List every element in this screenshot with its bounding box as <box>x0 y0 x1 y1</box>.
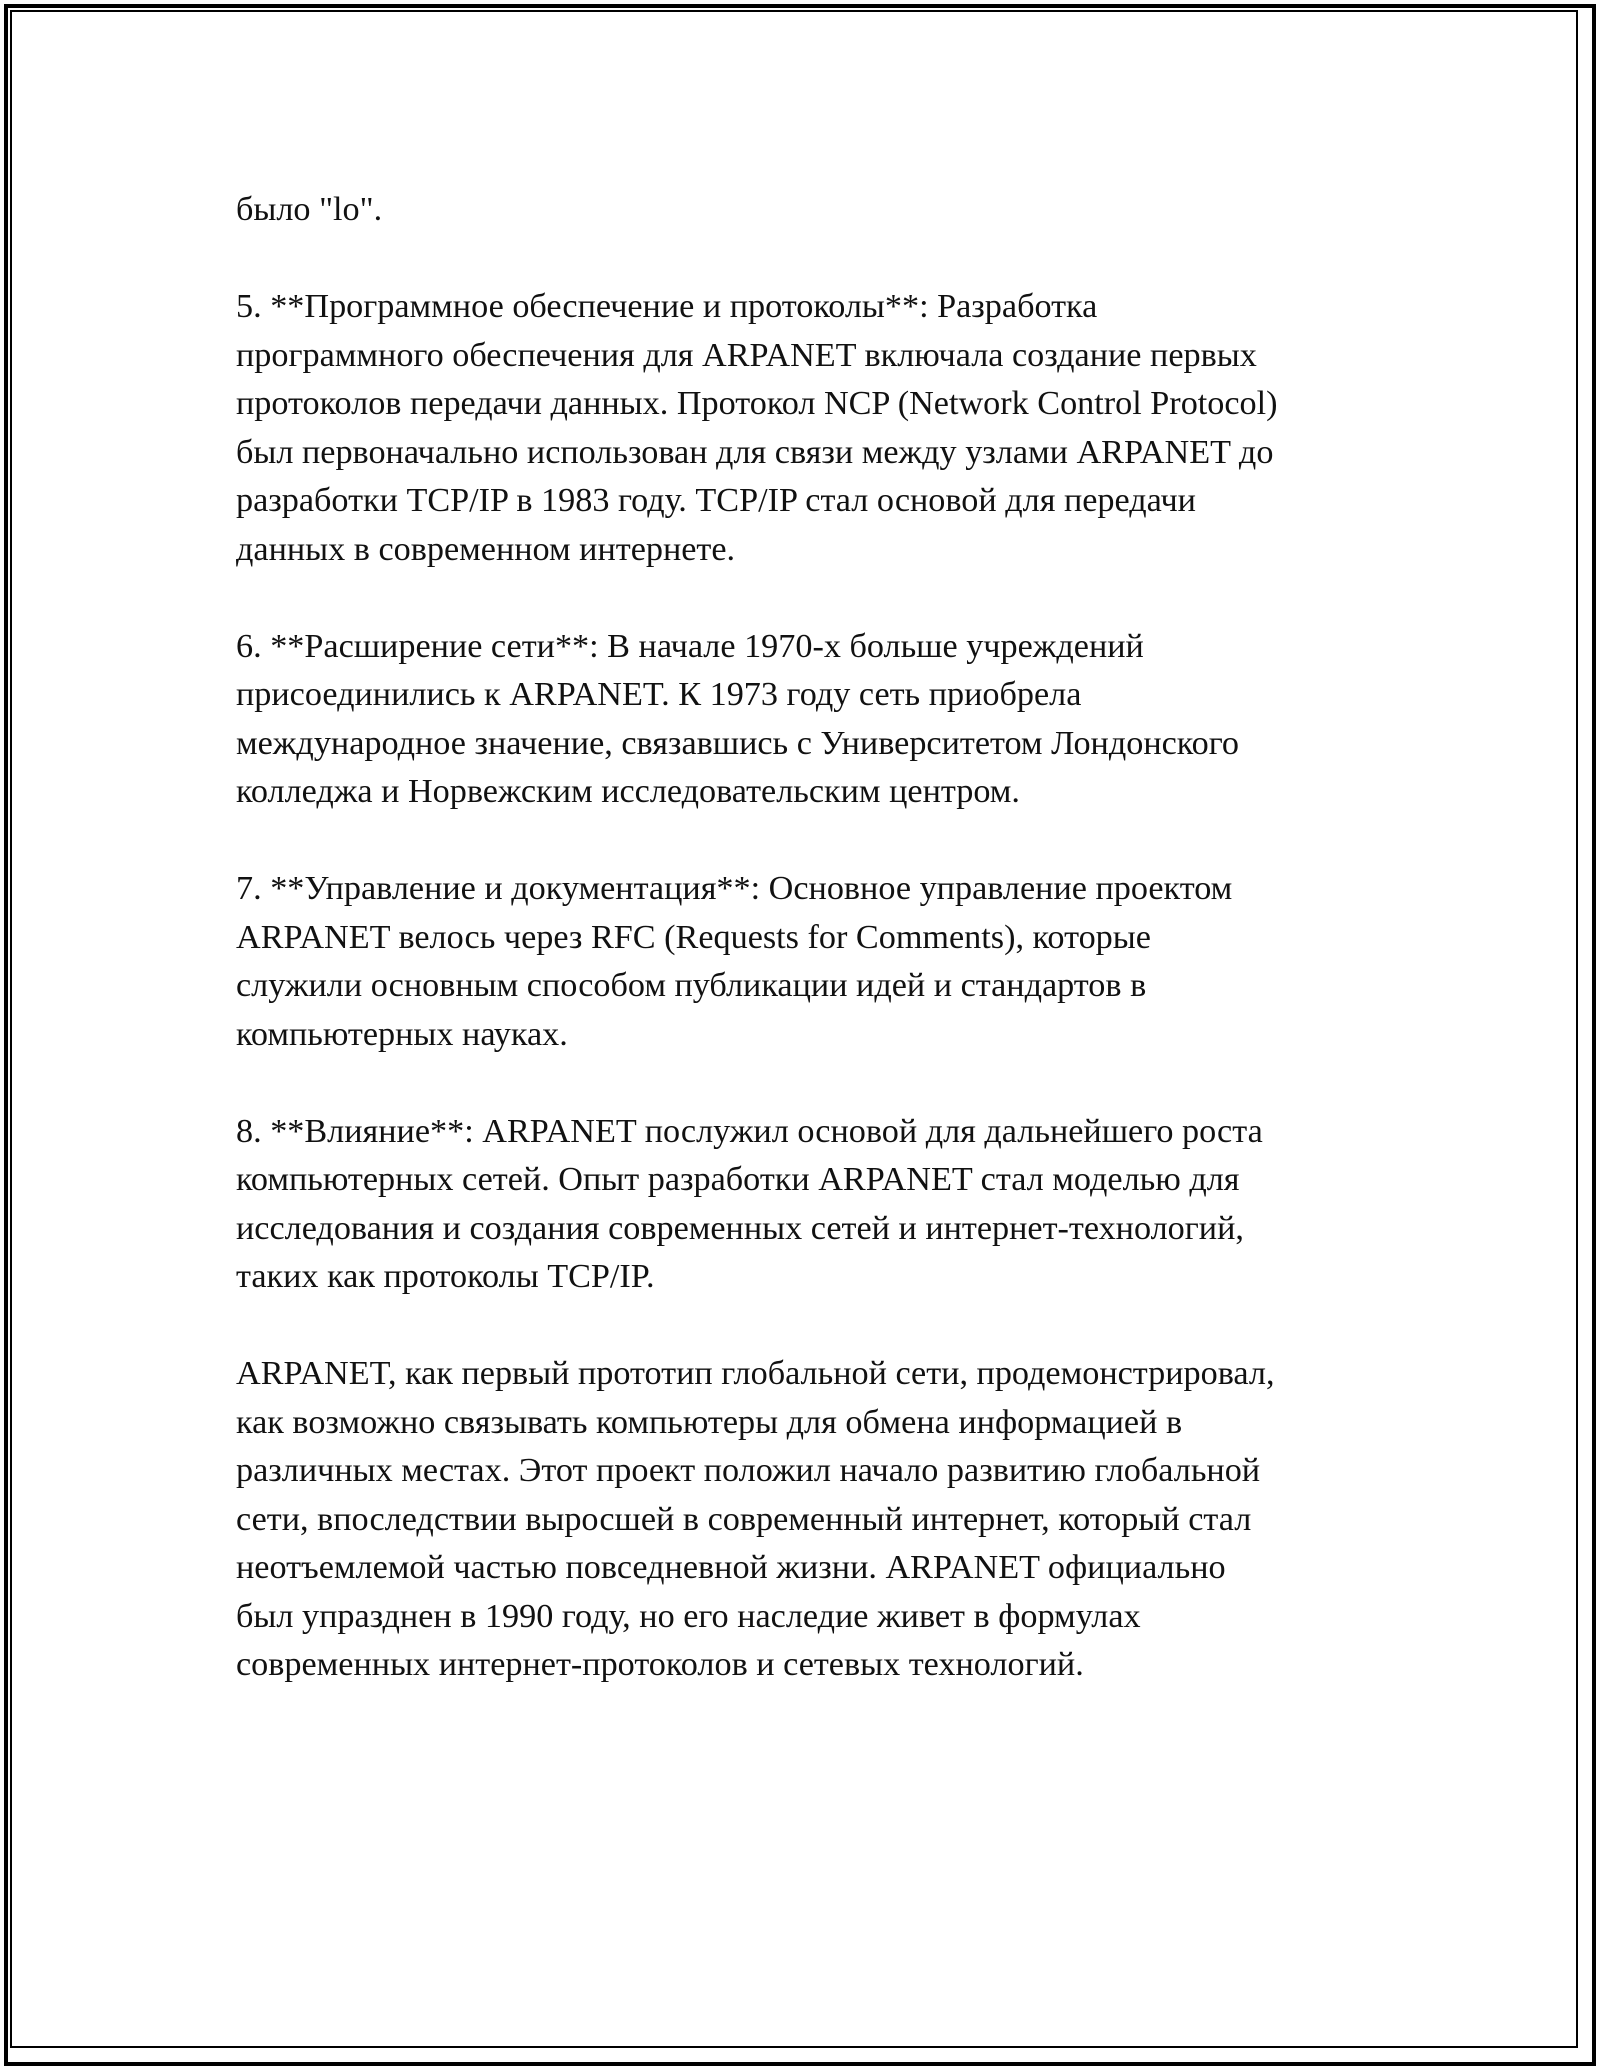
text-line: присоединились к ARPANET. К 1973 году сеть приобрела <box>236 676 1082 713</box>
paragraph-software-protocols <box>236 283 1386 574</box>
text-line: исследования и создания современных сетей и интернет-технологий, <box>236 1209 1244 1247</box>
text-line: современных интернет-протоколов и сетевых технологий. <box>236 1646 1084 1683</box>
text-line: программного обеспечения для ARPANET включала создание первых <box>236 336 1257 374</box>
text-line: неотъемлемой частью повседневной жизни. ARPANET официально <box>236 1549 1226 1586</box>
document-body <box>236 186 1386 1690</box>
text-line: разработки TCP/IP в 1983 году. TCP/IP стал основой для передачи <box>236 482 1196 519</box>
text-line: 8. **Влияние**: ARPANET послужил основой для дальнейшего роста <box>236 1112 1263 1150</box>
text-line: компьютерных науках. <box>236 1015 568 1053</box>
text-line: 7. **Управление и документация**: Основное управление проектом <box>236 870 1233 907</box>
paragraph-conclusion <box>236 1350 1386 1690</box>
text-line: международное значение, связавшись с Университетом Лондонского <box>236 724 1240 762</box>
text-line: таких как протоколы TCP/IP. <box>236 1258 655 1295</box>
text-line: различных местах. Этот проект положил начало развитию глобальной <box>236 1452 1261 1489</box>
paragraph-influence <box>236 1108 1386 1302</box>
text-line: был упразднен в 1990 году, но его наследие живет в формулах <box>236 1597 1141 1635</box>
paragraph-network-expansion <box>236 623 1386 817</box>
text-line: ARPANET, как первый прототип глобальной сети, продемонстрировал, <box>236 1355 1275 1392</box>
text-line: колледжа и Норвежским исследовательским центром. <box>236 773 1020 810</box>
text-line: компьютерных сетей. Опыт разработки ARPANET стал моделью для <box>236 1161 1240 1198</box>
text-line: сети, впоследствии выросшей в современный интернет, который стал <box>236 1500 1252 1538</box>
text-line: было "lo". <box>236 191 383 228</box>
paragraph-management-documentation <box>236 865 1386 1059</box>
text-line: как возможно связывать компьютеры для обмена информацией в <box>236 1403 1183 1441</box>
text-line: ARPANET велось через RFC (Requests for Comments), которые <box>236 918 1151 956</box>
text-line: был первоначально использован для связи между узлами ARPANET до <box>236 433 1274 471</box>
text-line: 5. **Программное обеспечение и протоколы**: Разработка <box>236 288 1098 325</box>
text-line: 6. **Расширение сети**: В начале 1970-х больше учреждений <box>236 627 1144 665</box>
text-line: служили основным способом публикации идей и стандартов в <box>236 967 1147 1004</box>
text-line: данных в современном интернете. <box>236 530 736 568</box>
text-line: протоколов передачи данных. Протокол NCP (Network Control Protocol) <box>236 385 1278 422</box>
paragraph-continuation <box>236 186 1386 235</box>
